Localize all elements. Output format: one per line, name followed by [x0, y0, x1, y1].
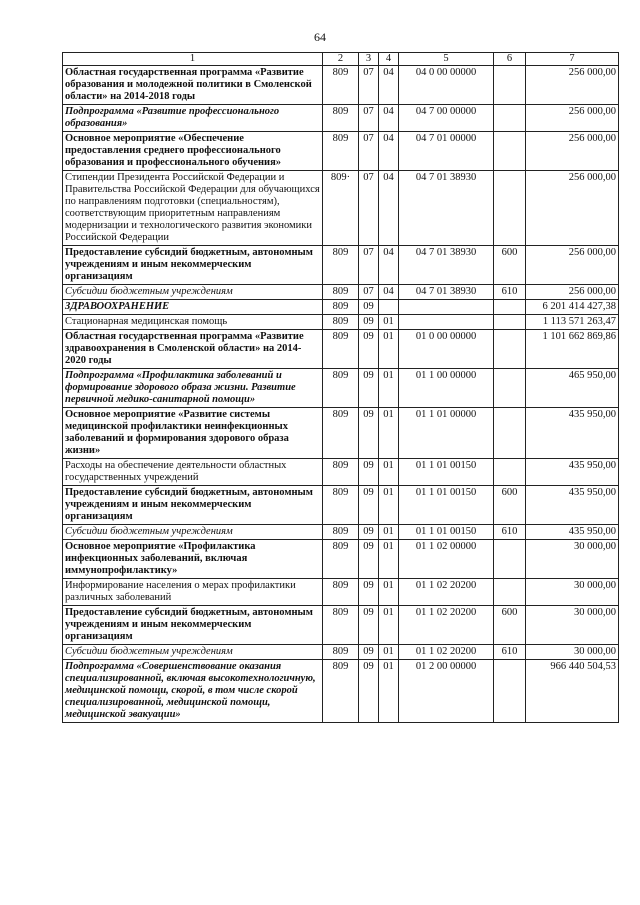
target-article-cell	[399, 300, 494, 315]
section-code-cell: 07	[359, 285, 379, 300]
row-name-cell: Субсидии бюджетным учреждениям	[63, 285, 323, 300]
subsection-code-cell: 04	[379, 171, 399, 246]
subsection-code-cell: 01	[379, 606, 399, 645]
row-name-cell: Предоставление субсидий бюджетным, автономным учреждениям и иным некоммерческим организациям	[63, 486, 323, 525]
table-header-row	[63, 53, 619, 66]
admin-code-cell: 809	[323, 105, 359, 132]
amount-cell: 256 000,00	[526, 105, 619, 132]
row-name-cell: Предоставление субсидий бюджетным, автономным учреждениям и иным некоммерческим организациям	[63, 606, 323, 645]
amount-cell: 256 000,00	[526, 246, 619, 285]
admin-code-cell: 809	[323, 525, 359, 540]
section-code-cell: 09	[359, 486, 379, 525]
section-code-cell: 09	[359, 525, 379, 540]
table-row	[63, 300, 619, 315]
row-name-cell: Подпрограмма «Профилактика заболеваний и формирование здорового образа жизни. Развитие первичной медико-санитарной помощи»	[63, 369, 323, 408]
section-code-cell: 09	[359, 330, 379, 369]
target-article-cell: 01 1 02 20200	[399, 606, 494, 645]
subsection-code-cell: 01	[379, 660, 399, 723]
table-row	[63, 66, 619, 105]
amount-cell: 435 950,00	[526, 408, 619, 459]
table-row	[63, 285, 619, 300]
admin-code-cell: 809	[323, 540, 359, 579]
target-article-cell: 01 1 01 00150	[399, 486, 494, 525]
target-article-cell: 01 0 00 00000	[399, 330, 494, 369]
section-code-cell: 09	[359, 369, 379, 408]
target-article-cell: 01 1 01 00000	[399, 408, 494, 459]
row-name-cell: Подпрограмма «Совершенствование оказания специализированной, включая высокотехнологичную, медицинской помощи, скорой, в том числе скорой специализированной, медицинской помощи, медицинской эвакуации»	[63, 660, 323, 723]
target-article-cell: 01 1 01 00150	[399, 459, 494, 486]
section-code-cell: 09	[359, 300, 379, 315]
row-name-cell: Предоставление субсидий бюджетным, автономным учреждениям и иным некоммерческим организациям	[63, 246, 323, 285]
amount-cell: 256 000,00	[526, 132, 619, 171]
amount-cell: 256 000,00	[526, 285, 619, 300]
expense-type-cell: 610	[494, 285, 526, 300]
expense-type-cell	[494, 105, 526, 132]
admin-code-cell: 809	[323, 645, 359, 660]
subsection-code-cell: 01	[379, 315, 399, 330]
column-header: 7	[526, 53, 619, 66]
expense-type-cell: 600	[494, 246, 526, 285]
section-code-cell: 09	[359, 540, 379, 579]
table-row	[63, 606, 619, 645]
admin-code-cell: 809·	[323, 171, 359, 246]
row-name-cell: Подпрограмма «Развитие профессионального образования»	[63, 105, 323, 132]
subsection-code-cell: 04	[379, 66, 399, 105]
subsection-code-cell: 04	[379, 285, 399, 300]
table-row	[63, 105, 619, 132]
amount-cell: 465 950,00	[526, 369, 619, 408]
row-name-cell: Стационарная медицинская помощь	[63, 315, 323, 330]
admin-code-cell: 809	[323, 486, 359, 525]
expense-type-cell	[494, 330, 526, 369]
amount-cell: 435 950,00	[526, 486, 619, 525]
section-code-cell: 09	[359, 645, 379, 660]
target-article-cell: 04 7 01 38930	[399, 285, 494, 300]
row-name-cell: Областная государственная программа «Развитие образования и молодежной политики в Смоленской области» на 2014-2018 годы	[63, 66, 323, 105]
table-row	[63, 579, 619, 606]
amount-cell: 30 000,00	[526, 645, 619, 660]
target-article-cell: 01 1 01 00150	[399, 525, 494, 540]
expense-type-cell	[494, 579, 526, 606]
page-number: 64	[314, 30, 326, 44]
target-article-cell: 01 1 00 00000	[399, 369, 494, 408]
admin-code-cell: 809	[323, 132, 359, 171]
table-row	[63, 246, 619, 285]
table-row	[63, 132, 619, 171]
amount-cell: 966 440 504,53	[526, 660, 619, 723]
admin-code-cell: 809	[323, 300, 359, 315]
row-name-cell: Расходы на обеспечение деятельности областных государственных учреждений	[63, 459, 323, 486]
admin-code-cell: 809	[323, 330, 359, 369]
row-name-cell: Информирование населения о мерах профилактики различных заболеваний	[63, 579, 323, 606]
expense-type-cell: 610	[494, 645, 526, 660]
admin-code-cell: 809	[323, 459, 359, 486]
admin-code-cell: 809	[323, 66, 359, 105]
section-code-cell: 09	[359, 315, 379, 330]
section-code-cell: 07	[359, 246, 379, 285]
row-name-cell: Областная государственная программа «Развитие здравоохранения в Смоленской области» на 2014-2020 годы	[63, 330, 323, 369]
subsection-code-cell	[379, 300, 399, 315]
amount-cell: 435 950,00	[526, 525, 619, 540]
row-name-cell: Основное мероприятие «Развитие системы медицинской профилактики неинфекционных заболеваний и формирования здорового образа жизни»	[63, 408, 323, 459]
subsection-code-cell: 04	[379, 105, 399, 132]
section-code-cell: 09	[359, 579, 379, 606]
target-article-cell: 01 2 00 00000	[399, 660, 494, 723]
section-code-cell: 07	[359, 105, 379, 132]
amount-cell: 1 113 571 263,47	[526, 315, 619, 330]
target-article-cell: 04 0 00 00000	[399, 66, 494, 105]
amount-cell: 256 000,00	[526, 66, 619, 105]
subsection-code-cell: 01	[379, 525, 399, 540]
amount-cell: 6 201 414 427,38	[526, 300, 619, 315]
expense-type-cell	[494, 300, 526, 315]
admin-code-cell: 809	[323, 660, 359, 723]
expense-type-cell	[494, 66, 526, 105]
column-header: 6	[494, 53, 526, 66]
amount-cell: 30 000,00	[526, 540, 619, 579]
subsection-code-cell: 04	[379, 132, 399, 171]
subsection-code-cell: 01	[379, 540, 399, 579]
column-header: 1	[63, 53, 323, 66]
amount-cell: 435 950,00	[526, 459, 619, 486]
expense-type-cell	[494, 408, 526, 459]
column-header: 4	[379, 53, 399, 66]
expense-type-cell	[494, 132, 526, 171]
target-article-cell: 01 1 02 00000	[399, 540, 494, 579]
admin-code-cell: 809	[323, 408, 359, 459]
column-header: 2	[323, 53, 359, 66]
expense-type-cell	[494, 369, 526, 408]
table-row	[63, 315, 619, 330]
target-article-cell: 04 7 01 00000	[399, 132, 494, 171]
row-name-cell: Основное мероприятие «Профилактика инфекционных заболеваний, включая иммунопрофилактику»	[63, 540, 323, 579]
row-name-cell: Стипендии Президента Российской Федерации и Правительства Российской Федерации для обучающихся по направлениям подготовки (специальностям), соответствующим приоритетным направлениям модернизации и технологического развития экономики Российской Федерации	[63, 171, 323, 246]
target-article-cell: 04 7 00 00000	[399, 105, 494, 132]
row-name-cell: Основное мероприятие «Обеспечение предоставления среднего профессионального образования и профессионального обучения»	[63, 132, 323, 171]
subsection-code-cell: 01	[379, 579, 399, 606]
table-row	[63, 408, 619, 459]
admin-code-cell: 809	[323, 606, 359, 645]
table-row	[63, 525, 619, 540]
budget-table	[62, 52, 619, 723]
admin-code-cell: 809	[323, 369, 359, 408]
section-code-cell: 09	[359, 459, 379, 486]
section-code-cell: 09	[359, 660, 379, 723]
row-name-cell: ЗДРАВООХРАНЕНИЕ	[63, 300, 323, 315]
expense-type-cell	[494, 660, 526, 723]
section-code-cell: 07	[359, 132, 379, 171]
expense-type-cell: 600	[494, 606, 526, 645]
admin-code-cell: 809	[323, 579, 359, 606]
table-row	[63, 171, 619, 246]
table-row	[63, 486, 619, 525]
column-header: 5	[399, 53, 494, 66]
expense-type-cell	[494, 459, 526, 486]
subsection-code-cell: 04	[379, 246, 399, 285]
amount-cell: 30 000,00	[526, 606, 619, 645]
section-code-cell: 07	[359, 66, 379, 105]
column-header: 3	[359, 53, 379, 66]
table-row	[63, 369, 619, 408]
row-name-cell: Субсидии бюджетным учреждениям	[63, 645, 323, 660]
expense-type-cell: 610	[494, 525, 526, 540]
target-article-cell: 04 7 01 38930	[399, 246, 494, 285]
amount-cell: 256 000,00	[526, 171, 619, 246]
table-row	[63, 540, 619, 579]
amount-cell: 1 101 662 869,86	[526, 330, 619, 369]
subsection-code-cell: 01	[379, 459, 399, 486]
subsection-code-cell: 01	[379, 486, 399, 525]
expense-type-cell: 600	[494, 486, 526, 525]
expense-type-cell	[494, 171, 526, 246]
section-code-cell: 09	[359, 606, 379, 645]
subsection-code-cell: 01	[379, 369, 399, 408]
amount-cell: 30 000,00	[526, 579, 619, 606]
target-article-cell: 01 1 02 20200	[399, 579, 494, 606]
expense-type-cell	[494, 540, 526, 579]
subsection-code-cell: 01	[379, 330, 399, 369]
subsection-code-cell: 01	[379, 408, 399, 459]
admin-code-cell: 809	[323, 285, 359, 300]
target-article-cell: 01 1 02 20200	[399, 645, 494, 660]
section-code-cell: 07	[359, 171, 379, 246]
expense-type-cell	[494, 315, 526, 330]
table-row	[63, 330, 619, 369]
target-article-cell	[399, 315, 494, 330]
target-article-cell: 04 7 01 38930	[399, 171, 494, 246]
subsection-code-cell: 01	[379, 645, 399, 660]
table-row	[63, 660, 619, 723]
row-name-cell: Субсидии бюджетным учреждениям	[63, 525, 323, 540]
table-row	[63, 645, 619, 660]
table-row	[63, 459, 619, 486]
section-code-cell: 09	[359, 408, 379, 459]
admin-code-cell: 809	[323, 315, 359, 330]
admin-code-cell: 809	[323, 246, 359, 285]
